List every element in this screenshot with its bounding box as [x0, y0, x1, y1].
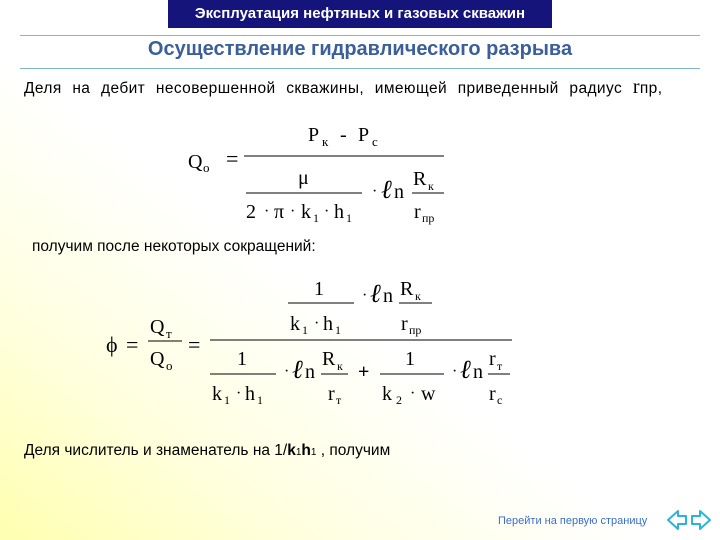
bottom-h-sub: 1 [310, 447, 317, 458]
f2-top-dot2: · [362, 287, 368, 304]
f1-two: 2 [246, 201, 256, 223]
bottom-paragraph [24, 442, 390, 460]
f1-pc: P [358, 124, 370, 146]
title-divider [20, 68, 700, 69]
transition-text: получим после некоторых сокращений: [32, 238, 316, 255]
f1-h-sub: 1 [346, 211, 352, 225]
arrow-right-icon[interactable] [690, 508, 712, 532]
f2-top-r-big: R [400, 278, 414, 300]
f2-top-dot1: · [314, 315, 320, 332]
f2-right-r-bottom: r [489, 383, 496, 405]
f2-top-k: k [290, 313, 300, 335]
f2-top-one: 1 [314, 278, 324, 300]
intro-text: Деля на дебит несовершенной скважины, имеющей приведенный радиус [24, 80, 633, 97]
bottom-k: k [287, 442, 296, 459]
f1-minus: - [340, 124, 347, 146]
f1-r-small: r [414, 201, 421, 223]
f1-eq: = [226, 146, 239, 171]
f2-top-h: h [323, 313, 333, 335]
f2-right-r-bottom-sub: с [497, 393, 503, 407]
f2-eq2: = [188, 332, 201, 357]
f2-left-h-sub: 1 [257, 393, 263, 407]
f2-right-w: w [421, 383, 436, 405]
f2-right-n: n [473, 361, 483, 383]
f1-q: Q [188, 151, 203, 173]
f2-left-dot2: · [284, 363, 290, 380]
f2-left-r-big: R [322, 348, 336, 370]
f2-left-r-big-sub: к [337, 359, 343, 373]
f1-pk: P [308, 124, 320, 146]
f2-left-k-sub: 1 [224, 393, 230, 407]
f1-ell: ℓ [381, 175, 392, 204]
f1-r-big-sub: к [428, 179, 434, 193]
bottom-k-sub: 1 [295, 447, 302, 458]
f2-eq1: = [126, 332, 139, 357]
f2-top-r-sub: пр [409, 323, 422, 337]
f2-right-dot2: · [452, 363, 458, 380]
f1-dot3: · [324, 203, 330, 220]
f2-qt-sub: т [166, 326, 172, 341]
f1-h: h [334, 201, 344, 223]
bottom-prefix: Деля числитель и знаменатель на 1/ [24, 442, 288, 459]
f2-top-h-sub: 1 [335, 323, 341, 337]
f2-left-dot1: · [236, 385, 242, 402]
f2-left-k: k [212, 383, 222, 405]
f2-right-one: 1 [405, 348, 415, 370]
f2-left-one: 1 [237, 348, 247, 370]
f2-right-r-top: r [489, 348, 496, 370]
f2-top-r-big-sub: к [415, 289, 421, 303]
arrow-left-icon[interactable] [666, 508, 688, 532]
f2-left-h: h [245, 383, 255, 405]
f2-qt: Q [150, 316, 165, 338]
intro-comma: , [657, 80, 663, 97]
f2-right-k-sub: 2 [396, 393, 402, 407]
f1-pi: π [274, 201, 285, 223]
slide-header: Эксплуатация нефтяных и газовых скважин [168, 0, 552, 28]
f1-mu: μ [298, 167, 309, 189]
f2-top-ell: ℓ [370, 279, 381, 308]
f2-top-r: r [401, 313, 408, 335]
f1-k: k [301, 201, 311, 223]
intro-r: r [632, 76, 640, 98]
bottom-h: h [301, 442, 311, 459]
f2-qo-sub: о [166, 358, 173, 373]
f2-left-n: n [305, 361, 315, 383]
bottom-suffix: , получим [316, 442, 391, 459]
first-page-link[interactable]: Перейти на первую страницу [498, 515, 648, 527]
f1-dot1: · [264, 203, 270, 220]
top-divider [20, 35, 700, 36]
slide-title: Осуществление гидравлического разрыва [147, 38, 573, 60]
f2-right-dot1: · [410, 385, 416, 402]
f1-r-big: R [413, 168, 427, 190]
f1-n: n [394, 181, 404, 203]
f2-left-r: r [328, 383, 335, 405]
f2-plus: + [358, 361, 370, 383]
f1-dot2: · [290, 203, 296, 220]
f2-top-n: n [383, 285, 393, 307]
f2-left-ell: ℓ [292, 355, 303, 384]
intro-r-sub: пр [639, 80, 658, 97]
f2-qo: Q [150, 348, 165, 370]
f1-pc-sub: c [372, 134, 378, 149]
f2-right-r-top-sub: т [497, 359, 503, 373]
f1-q-sub: о [203, 160, 210, 175]
f2-phi: ϕ [106, 332, 118, 357]
f1-dot4: · [372, 183, 378, 200]
f1-k-sub: 1 [313, 211, 319, 225]
f2-right-k: k [382, 383, 392, 405]
f2-right-ell: ℓ [460, 355, 471, 384]
f1-pk-sub: к [322, 134, 329, 149]
intro-paragraph [24, 75, 688, 101]
f1-r-small-sub: пр [422, 211, 435, 225]
f2-left-r-sub: т [336, 393, 342, 407]
f2-top-k-sub: 1 [302, 323, 308, 337]
